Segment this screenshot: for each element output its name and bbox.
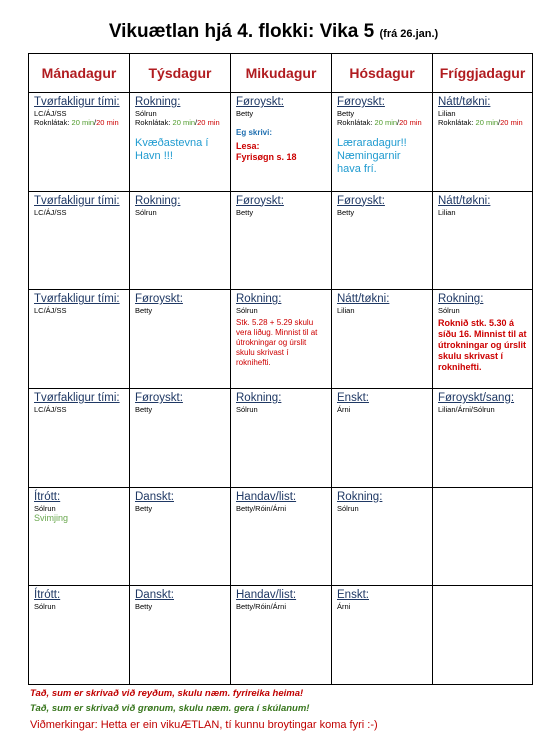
teacher-line: [236, 504, 326, 513]
line-text: Sólrun: [438, 306, 460, 316]
subject-label: Føroyskt/sang:: [438, 391, 515, 404]
title-main: Vikuætlan hjá 4. flokki: Vika 5: [108, 21, 375, 42]
schedule-row: [29, 93, 533, 192]
schedule-cell: [130, 586, 231, 685]
schedule-row: [29, 191, 533, 290]
subject-label: Enskt:: [337, 391, 369, 404]
subject-label: Rokning:: [438, 293, 484, 306]
schedule-cell: [332, 586, 433, 685]
line-text: Sólrun: [34, 602, 56, 612]
line-text: Roknlátak:: [135, 118, 173, 127]
slash: /: [94, 118, 97, 127]
schedule-cell: [332, 191, 433, 290]
line-text: Betty: [236, 109, 254, 118]
teacher-line: [438, 306, 527, 315]
cell-content: [231, 488, 331, 513]
schedule-cell: [29, 487, 130, 586]
assignment-heading: Eg skrivi:: [236, 128, 273, 137]
line-text: LC/ÁJ/SS: [34, 404, 67, 414]
schedule-cell: [29, 388, 130, 487]
line-text: Sólrun: [236, 404, 258, 414]
homework-line: útrokningar og úrslit: [236, 338, 307, 348]
subject-label: Rokning:: [337, 490, 383, 503]
schedule-row: [29, 586, 533, 685]
line-text: LC/ÁJ/SS: [34, 109, 67, 118]
subject-label: Nátt/tøkni:: [438, 96, 491, 108]
red-minutes: 20 min: [197, 118, 220, 127]
page-title: [0, 21, 547, 43]
schedule-cell: [130, 487, 231, 586]
schedule-cell: [231, 93, 332, 192]
schedule-cell: [433, 191, 533, 290]
schedule-cell: [29, 586, 130, 685]
red-minutes: 20 min: [500, 118, 523, 127]
schedule-cell: [433, 93, 533, 192]
teacher-line: [34, 118, 124, 127]
line-text: Lilian: [438, 207, 456, 217]
cell-content: [332, 389, 432, 414]
day-header: Hósdagur: [332, 54, 433, 93]
line-text: Roknlátak:: [337, 118, 375, 127]
teacher-line: [34, 602, 124, 611]
cell-content: [130, 488, 230, 513]
teacher-line: [135, 306, 225, 315]
teacher-line: [34, 504, 124, 513]
day-header: Týsdagur: [130, 54, 231, 93]
schedule-cell: [29, 290, 130, 389]
teacher-line: [236, 405, 326, 414]
teacher-line: [135, 602, 225, 611]
line-text: Roknlátak:: [34, 118, 72, 127]
cell-content: [29, 192, 129, 217]
cell-content: [130, 192, 230, 217]
homework-line: roknihefti.: [438, 362, 482, 373]
cell-content: [29, 586, 129, 611]
red-minutes: 20 min: [96, 118, 119, 127]
slash: /: [195, 118, 198, 127]
cell-content: [130, 290, 230, 315]
cell-content: [231, 389, 331, 414]
schedule-row: [29, 487, 533, 586]
slash: /: [397, 118, 400, 127]
schedule-cell: [130, 93, 231, 192]
schedule-cell: [332, 388, 433, 487]
cell-content: [433, 192, 532, 217]
homework-line: skulu skrivast í: [236, 348, 289, 358]
line-text: Betty/Róin/Árni: [236, 602, 287, 612]
teacher-line: [34, 109, 124, 118]
teacher-line: [438, 405, 527, 414]
subject-label: Rokning:: [135, 96, 181, 108]
line-text: Árni: [337, 404, 351, 414]
schedule-cell: [332, 487, 433, 586]
cell-content: [433, 488, 532, 491]
green-minutes: 20 min: [172, 118, 196, 127]
line-text: Betty: [236, 207, 254, 217]
subject-label: Føroyskt:: [337, 96, 385, 108]
footer-remark: Viðmerkingar: Hetta er ein vikuÆTLAN, tí kunnu broytingar koma fyri :-): [30, 719, 378, 731]
cell-content: [332, 290, 432, 315]
schedule-body: [29, 93, 533, 685]
teacher-line: [34, 208, 124, 217]
cell-content: [130, 389, 230, 414]
line-text: Betty: [337, 109, 355, 118]
homework-line: útrokningar og úrslit: [438, 340, 527, 351]
teacher-line: [135, 504, 225, 513]
cell-content: [231, 93, 331, 163]
subject-label: Tvørfakligur tími:: [34, 293, 120, 306]
teacher-line: [438, 208, 527, 217]
homework-line: Stk. 5.28 + 5.29 skulu: [236, 318, 314, 328]
teacher-line: [135, 405, 225, 414]
line-text: Betty/Róin/Árni: [236, 503, 287, 513]
subject-label: Handav/list:: [236, 490, 297, 503]
cell-content: [130, 586, 230, 611]
teacher-line: [337, 602, 427, 611]
subject-label: Enskt:: [337, 589, 369, 602]
cell-content: [130, 93, 230, 163]
in-school-note: Svimjing: [34, 512, 69, 523]
day-header: Mikudagur: [231, 54, 332, 93]
line-text: Lilian: [337, 306, 355, 316]
cell-content: [231, 290, 331, 368]
line-text: Sólrun: [34, 503, 56, 513]
day-header: Mánadagur: [29, 54, 130, 93]
schedule-cell: [29, 93, 130, 192]
teacher-line: [337, 405, 427, 414]
subject-label: Tvørfakligur tími:: [34, 391, 120, 404]
line-text: Betty: [337, 207, 355, 217]
cell-content: [433, 290, 532, 373]
subject-label: Danskt:: [135, 490, 174, 503]
event-note: Kvæðastevna í Havn !!!: [135, 137, 209, 162]
cell-content: [231, 192, 331, 217]
subject-label: Føroyskt:: [236, 194, 284, 207]
schedule-cell: [433, 586, 533, 685]
subject-label: Rokning:: [135, 194, 181, 207]
cell-content: [332, 488, 432, 513]
schedule-cell: [433, 388, 533, 487]
schedule-cell: [231, 487, 332, 586]
subject-label: Tvørfakligur tími:: [34, 96, 120, 108]
cell-content: [332, 192, 432, 217]
schedule-cell: [433, 487, 533, 586]
subject-label: Føroyskt:: [337, 194, 385, 207]
schedule-row: [29, 290, 533, 389]
cell-content: [332, 93, 432, 176]
line-text: Roknlátak:: [438, 118, 476, 127]
cell-content: [29, 290, 129, 315]
footer-green-note: Tað, sum er skrivað við grønum, skulu næm. gera í skúlanum!: [30, 703, 310, 714]
schedule-cell: [130, 191, 231, 290]
teacher-line: [236, 109, 326, 118]
line-text: Betty: [135, 404, 153, 414]
subject-label: Føroyskt:: [135, 391, 183, 404]
schedule-cell: [130, 290, 231, 389]
cell-content: [29, 93, 129, 127]
cell-content: [433, 93, 532, 127]
schedule-cell: [231, 586, 332, 685]
subject-label: Nátt/tøkni:: [438, 194, 491, 207]
footer-red-note: Tað, sum er skrivað við reyðum, skulu næm. fyrireika heima!: [30, 688, 304, 699]
slash: /: [498, 118, 501, 127]
schedule-cell: [332, 93, 433, 192]
schedule-cell: [231, 388, 332, 487]
green-minutes: 20 min: [71, 118, 95, 127]
green-minutes: 20 min: [374, 118, 398, 127]
homework-line: roknihefti.: [236, 358, 271, 368]
title-sub: (frá 26.jan.): [379, 28, 439, 40]
schedule-table: [28, 53, 533, 685]
line-text: LC/ÁJ/SS: [34, 306, 67, 316]
green-minutes: 20 min: [475, 118, 499, 127]
line-text: Sólrun: [135, 109, 157, 118]
line-text: Sólrun: [135, 207, 157, 217]
line-text: Betty: [135, 306, 153, 316]
line-text: Lilian/Árni/Sólrun: [438, 404, 495, 414]
teacher-line: [438, 118, 527, 127]
cell-content: [433, 586, 532, 589]
teacher-line: [337, 504, 427, 513]
line-text: Betty: [135, 602, 153, 612]
teacher-line: [337, 306, 427, 315]
subject-label: Danskt:: [135, 589, 174, 602]
teacher-line: [34, 405, 124, 414]
subject-label: Nátt/tøkni:: [337, 293, 390, 306]
subject-label: Ítrótt:: [34, 490, 61, 503]
teacher-line: [236, 602, 326, 611]
subject-label: Rokning:: [236, 293, 282, 306]
schedule-cell: [433, 290, 533, 389]
schedule-cell: [231, 191, 332, 290]
homework-line: síðu 16. Minnist til at: [438, 329, 527, 340]
schedule-row: [29, 388, 533, 487]
line-text: Lilian: [438, 109, 456, 118]
teacher-line: [236, 306, 326, 315]
cell-content: [332, 586, 432, 611]
homework-line: Lesa:: [236, 141, 260, 151]
teacher-line: [135, 208, 225, 217]
homework-line: vera liðug. Minnist til at: [236, 328, 318, 338]
subject-label: Føroyskt:: [236, 96, 284, 108]
schedule-cell: [130, 388, 231, 487]
teacher-line: [337, 109, 427, 118]
line-text: Sólrun: [236, 306, 258, 316]
event-note: Læraradagur!! Næmingarnir hava frí.: [337, 137, 407, 175]
day-header-row: [29, 54, 533, 93]
schedule-cell: [231, 290, 332, 389]
subject-label: Handav/list:: [236, 589, 297, 602]
homework-line: skulu skrivast í: [438, 351, 504, 362]
subject-label: Føroyskt:: [135, 293, 183, 306]
teacher-line: [135, 118, 225, 127]
teacher-line: [337, 208, 427, 217]
teacher-line: [438, 109, 527, 118]
teacher-line: [236, 208, 326, 217]
homework-line: Roknið stk. 5.30 á: [438, 318, 515, 329]
line-text: Sólrun: [337, 503, 359, 513]
subject-label: Rokning:: [236, 391, 282, 404]
homework-line: Fyrisøgn s. 18: [236, 152, 297, 162]
teacher-line: [34, 306, 124, 315]
cell-content: [29, 389, 129, 414]
cell-content: [433, 389, 532, 414]
cell-content: [29, 488, 129, 524]
subject-label: Ítrótt:: [34, 589, 61, 602]
line-text: Árni: [337, 602, 351, 612]
subject-label: Tvørfakligur tími:: [34, 194, 120, 207]
teacher-line: [135, 109, 225, 118]
teacher-line: [337, 118, 427, 127]
line-text: LC/ÁJ/SS: [34, 207, 67, 217]
red-minutes: 20 min: [399, 118, 422, 127]
schedule-cell: [332, 290, 433, 389]
cell-content: [231, 586, 331, 611]
day-header: Fríggjadagur: [433, 54, 533, 93]
schedule-cell: [29, 191, 130, 290]
line-text: Betty: [135, 503, 153, 513]
